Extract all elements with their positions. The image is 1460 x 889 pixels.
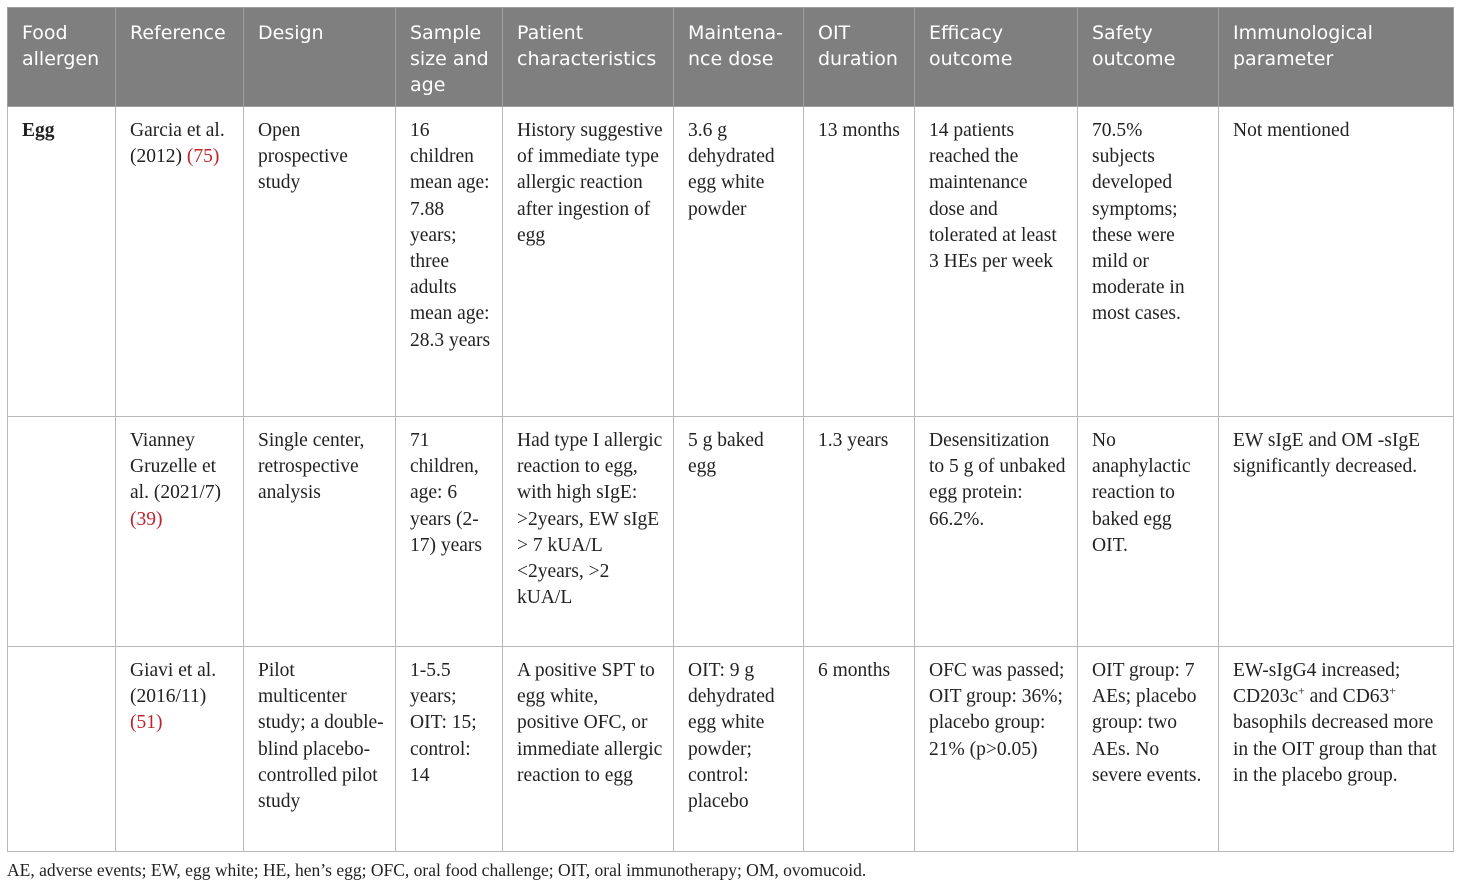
cell-duration: 1.3 years (804, 417, 915, 647)
cell-dose: 3.6 g dehydrated egg white powder (674, 107, 804, 417)
col-header-food-allergen: Food allergen (8, 8, 116, 107)
col-header-efficacy-outcome: Efficacy outcome (915, 8, 1078, 107)
cell-reference (116, 107, 244, 417)
col-header-maintenance-dose: Maintena-nce dose (674, 8, 804, 107)
cell-efficacy: OFC was passed; OIT group: 36%; placebo group: 21% (p>0.05) (915, 647, 1078, 852)
cell-allergen (8, 647, 116, 852)
cell-sample: 16 children mean age: 7.88 years; three adults mean age: 28.3 years (396, 107, 503, 417)
col-header-reference: Reference (116, 8, 244, 107)
cell-efficacy: Desensitization to 5 g of unbaked egg protein: 66.2%. (915, 417, 1078, 647)
cell-sample: 71 children, age: 6 years (2-17) years (396, 417, 503, 647)
cell-patient: Had type I allergic reaction to egg, with high sIgE: >2years, EW sIgE > 7 kUA/L <2years, >2 kUA/L (503, 417, 674, 647)
oit-studies-table (7, 7, 1454, 852)
table-row (8, 417, 1454, 647)
reference-text: Giavi et al. (2016/11) (130, 660, 217, 708)
cell-efficacy: 14 patients reached the maintenance dose and tolerated at least 3 HEs per week (915, 107, 1078, 417)
reference-text: Vianney Gruzelle et al. (2021/7) (130, 430, 221, 504)
col-header-patient-characteristics: Patient characteristics (503, 8, 674, 107)
table-row (8, 647, 1454, 852)
cell-immuno: EW sIgE and OM -sIgE significantly decreased. (1219, 417, 1454, 647)
cell-duration: 6 months (804, 647, 915, 852)
cell-patient: A positive SPT to egg white, positive OFC, or immediate allergic reaction to egg (503, 647, 674, 852)
header-row (8, 8, 1454, 107)
cell-patient: History suggestive of immediate type allergic reaction after ingestion of egg (503, 107, 674, 417)
table-footnote: AE, adverse events; EW, egg white; HE, hen’s egg; OFC, oral food challenge; OIT, oral immunotherapy; OM, ovomucoid. (7, 860, 867, 880)
cell-immuno (1219, 647, 1454, 852)
table-row (8, 107, 1454, 417)
superscript-plus: + (1389, 683, 1397, 698)
cell-dose: OIT: 9 g dehydrated egg white powder; control: placebo (674, 647, 804, 852)
cell-design: Open prospective study (244, 107, 396, 417)
immuno-text-a: EW-sIgG4 increased; CD203c (1233, 660, 1401, 708)
cell-design: Single center, retrospective analysis (244, 417, 396, 647)
cell-reference (116, 647, 244, 852)
superscript-plus: + (1298, 683, 1305, 698)
cell-safety: 70.5% subjects developed symptoms; these were mild or moderate in most cases. (1078, 107, 1219, 417)
cell-safety: No anaphylactic reaction to baked egg OIT. (1078, 417, 1219, 647)
col-header-safety-outcome: Safety outcome (1078, 8, 1219, 107)
cell-duration: 13 months (804, 107, 915, 417)
cell-reference (116, 417, 244, 647)
citation-link[interactable]: (39) (130, 508, 163, 530)
citation-link[interactable]: (75) (186, 146, 220, 168)
col-header-sample-size: Sample size and age (396, 8, 503, 107)
cell-allergen: Egg (8, 107, 116, 417)
table-wrapper (7, 7, 1453, 852)
immuno-text-c: basophils decreased more in the OIT group than that in the placebo group. (1233, 712, 1437, 786)
col-header-design: Design (244, 8, 396, 107)
cell-allergen (8, 417, 116, 647)
cell-sample: 1-5.5 years; OIT: 15; control: 14 (396, 647, 503, 852)
cell-design: Pilot multicenter study; a double-blind placebo-controlled pilot study (244, 647, 396, 852)
reference-text: Garcia et al. (2012) (130, 120, 225, 168)
col-header-immunological-parameter: Immunological parameter (1219, 8, 1454, 107)
immuno-text-b: and CD63 (1304, 686, 1390, 708)
cell-dose: 5 g baked egg (674, 417, 804, 647)
cell-immuno: Not mentioned (1219, 107, 1454, 417)
col-header-oit-duration: OIT duration (804, 8, 915, 107)
cell-safety: OIT group: 7 AEs; placebo group: two AEs. No severe events. (1078, 647, 1219, 852)
citation-link[interactable]: (51) (130, 712, 163, 734)
